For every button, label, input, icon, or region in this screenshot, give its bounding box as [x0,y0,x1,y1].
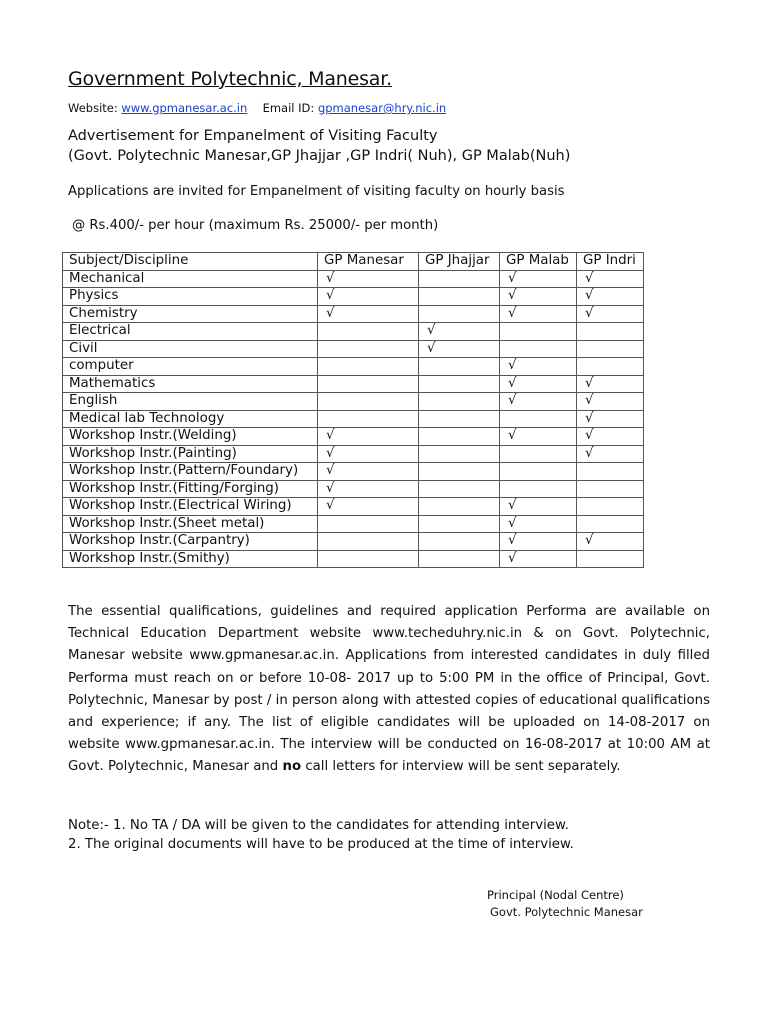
availability-cell [419,270,500,288]
website-link[interactable]: www.gpmanesar.ac.in [121,101,248,115]
availability-cell [577,515,644,533]
subject-cell: Workshop Instr.(Fitting/Forging) [63,480,318,498]
availability-cell [419,480,500,498]
availability-cell [419,288,500,306]
availability-cell: √ [577,445,644,463]
availability-cell: √ [318,463,419,481]
qualification-paragraph [68,601,710,779]
availability-cell: √ [318,498,419,516]
availability-cell: √ [500,498,577,516]
availability-cell [500,340,577,358]
availability-cell: √ [577,428,644,446]
table-row [63,550,644,568]
table-row [63,533,644,551]
table-header-cell: GP Indri [577,253,644,271]
table-row [63,463,644,481]
rate-text: @ Rs.400/- per hour (maximum Rs. 25000/- per month) [72,218,439,233]
subject-cell: Civil [63,340,318,358]
availability-cell [318,340,419,358]
table-header-cell: Subject/Discipline [63,253,318,271]
page-title: Government Polytechnic, Manesar. [68,68,392,90]
availability-cell: √ [419,323,500,341]
table-row [63,445,644,463]
availability-cell [419,305,500,323]
availability-cell [318,358,419,376]
table-row [63,375,644,393]
availability-cell [318,515,419,533]
contact-line [68,101,446,115]
subject-cell: Workshop Instr.(Smithy) [63,550,318,568]
availability-cell [500,463,577,481]
availability-cell [419,445,500,463]
signature-institute: Govt. Polytechnic Manesar [490,905,643,919]
availability-cell: √ [500,270,577,288]
availability-cell: √ [500,288,577,306]
availability-cell: √ [500,305,577,323]
availability-cell [419,410,500,428]
availability-cell [419,498,500,516]
availability-cell: √ [500,515,577,533]
signature-title: Principal (Nodal Centre) [487,888,624,902]
table-row [63,305,644,323]
availability-cell: √ [318,480,419,498]
paragraph-bold-word: no [282,759,302,775]
availability-cell [419,375,500,393]
table-header-cell: GP Jhajjar [419,253,500,271]
availability-cell: √ [577,410,644,428]
subject-cell: Workshop Instr.(Pattern/Foundary) [63,463,318,481]
availability-cell [500,445,577,463]
subject-cell: Workshop Instr.(Sheet metal) [63,515,318,533]
availability-cell [577,340,644,358]
availability-cell: √ [577,305,644,323]
availability-cell: √ [577,393,644,411]
availability-cell: √ [500,550,577,568]
table-row [63,270,644,288]
availability-cell [419,550,500,568]
availability-cell [419,515,500,533]
availability-cell: √ [318,445,419,463]
table-header-cell: GP Manesar [318,253,419,271]
availability-cell: √ [318,428,419,446]
subject-cell: Chemistry [63,305,318,323]
table-row [63,428,644,446]
subject-cell: Electrical [63,323,318,341]
subject-cell: Medical lab Technology [63,410,318,428]
signature-block [487,887,643,921]
availability-cell [318,393,419,411]
availability-cell: √ [577,288,644,306]
note-1: Note:- 1. No TA / DA will be given to the candidates for attending interview. [68,818,569,833]
availability-cell [318,410,419,428]
subject-cell: Mechanical [63,270,318,288]
availability-cell: √ [577,533,644,551]
availability-cell [500,323,577,341]
notes [68,816,574,854]
availability-cell [419,393,500,411]
availability-cell [419,428,500,446]
subject-cell: Workshop Instr.(Painting) [63,445,318,463]
availability-cell [419,358,500,376]
availability-cell [577,550,644,568]
email-label: Email ID: [262,101,315,115]
subject-cell: Workshop Instr.(Welding) [63,428,318,446]
table-row [63,323,644,341]
advertisement-heading [68,126,570,166]
availability-cell: √ [500,393,577,411]
availability-cell: √ [577,270,644,288]
subject-cell: computer [63,358,318,376]
discipline-table [62,252,644,568]
table-header-row [63,253,644,271]
advertisement-institutes: (Govt. Polytechnic Manesar,GP Jhajjar ,GP Indri( Nuh), GP Malab(Nuh) [68,148,571,164]
note-2: 2. The original documents will have to be produced at the time of interview. [68,837,574,852]
table-row [63,288,644,306]
website-label: Website: [68,101,118,115]
invitation-text: Applications are invited for Empanelment of visiting faculty on hourly basis [68,184,565,199]
availability-cell: √ [318,270,419,288]
availability-cell [318,323,419,341]
table-row [63,410,644,428]
availability-cell: √ [318,288,419,306]
subject-cell: English [63,393,318,411]
availability-cell: √ [500,375,577,393]
table-row [63,480,644,498]
availability-cell [577,480,644,498]
subject-cell: Workshop Instr.(Electrical Wiring) [63,498,318,516]
availability-cell: √ [419,340,500,358]
availability-cell [577,323,644,341]
availability-cell [500,410,577,428]
availability-cell [318,533,419,551]
paragraph-main: The essential qualifications, guidelines and required application Performa are available on Technical Education Department website www.techeduhry.nic.in & on Govt. Polytechnic, Manesar website www.gpmanesar.ac.in. Applications from interested candidates in duly filled Performa must reach on or before 10-08- 2017 up to 5:00 PM in the office of Principal, Govt. Polytechnic, Manesar by post / in person along with attested copies of educational qualifications and experience; if any. The list of eligible candidates will be uploaded on 14-08-2017 on website www.gpmanesar.ac.in. The interview will be conducted on 16-08-2017 at 10:00 AM at Govt. Polytechnic, Manesar and [68,604,710,775]
availability-cell [577,358,644,376]
availability-cell: √ [500,358,577,376]
availability-cell: √ [577,375,644,393]
advertisement-title: Advertisement for Empanelment of Visiting Faculty [68,128,438,144]
table-row [63,358,644,376]
availability-cell [577,463,644,481]
availability-cell [419,533,500,551]
subject-cell: Mathematics [63,375,318,393]
availability-cell [318,550,419,568]
availability-cell: √ [318,305,419,323]
email-link[interactable]: gpmanesar@hry.nic.in [317,101,447,115]
table-row [63,393,644,411]
table-header-cell: GP Malab [500,253,577,271]
table-row [63,515,644,533]
table-row [63,340,644,358]
availability-cell [500,480,577,498]
availability-cell: √ [500,428,577,446]
availability-cell [419,463,500,481]
subject-cell: Workshop Instr.(Carpantry) [63,533,318,551]
availability-cell [318,375,419,393]
subject-cell: Physics [63,288,318,306]
paragraph-end: call letters for interview will be sent separately. [305,759,621,775]
availability-cell [577,498,644,516]
table-row [63,498,644,516]
availability-cell: √ [500,533,577,551]
